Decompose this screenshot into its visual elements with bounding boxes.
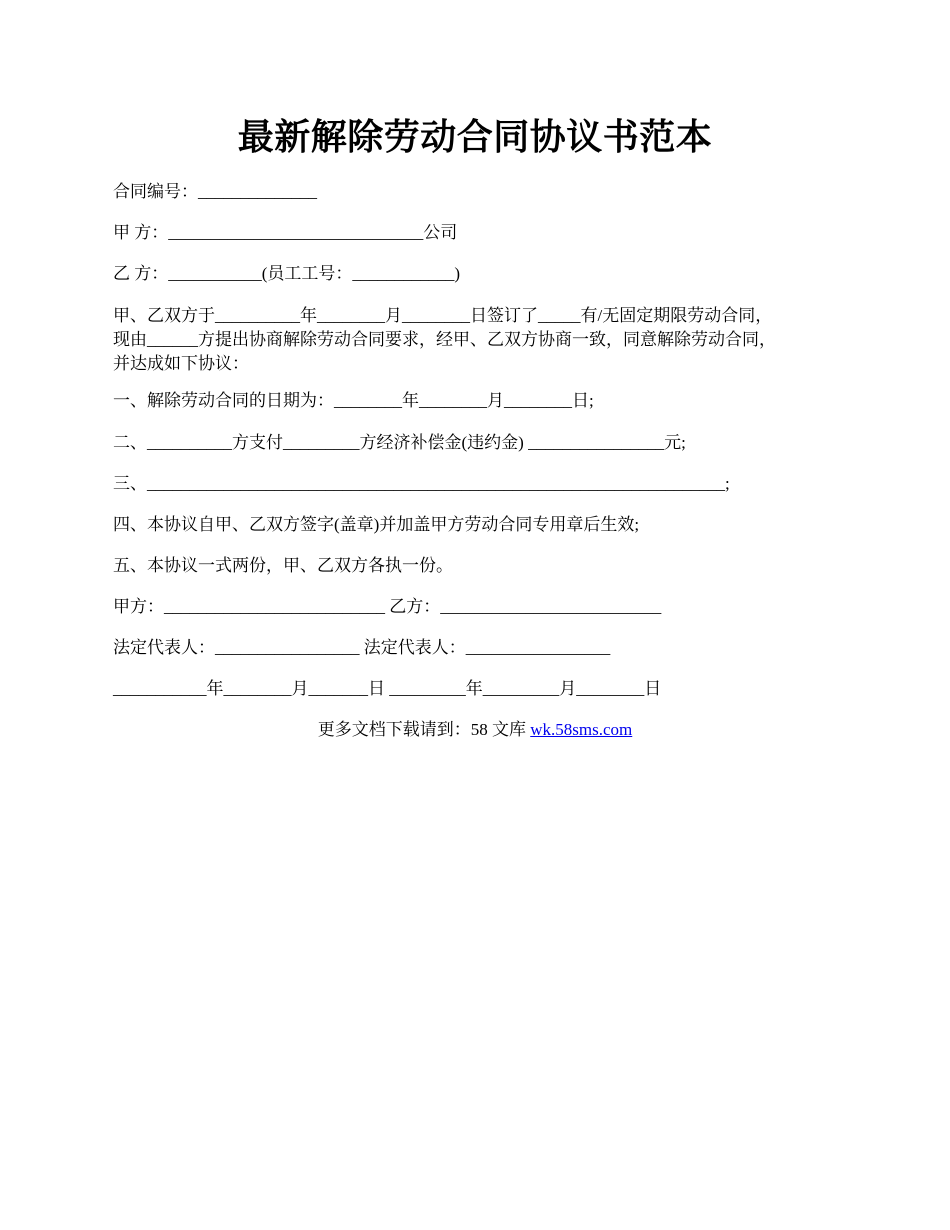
- clause-4: 四、本协议自甲、乙双方签字(盖章)并加盖甲方劳动合同专用章后生效;: [113, 515, 640, 534]
- signature-party-line: 甲方：__________________________ 乙方：__________________________: [113, 597, 662, 616]
- legal-representative-line: 法定代表人：_________________ 法定代表人：_________________: [113, 638, 611, 657]
- footer: [0, 718, 950, 742]
- party-a-line: 甲 方：______________________________公司: [113, 223, 458, 242]
- document-title: 最新解除劳动合同协议书范本: [237, 117, 713, 157]
- footer-link[interactable]: wk.58sms.com: [530, 720, 633, 739]
- contract-number-line: 合同编号：______________: [113, 182, 317, 201]
- party-b-line: 乙 方：___________(员工工号：____________): [113, 264, 461, 283]
- footer-text: 更多文档下载请到：58 文库: [317, 720, 531, 739]
- clause-1: 一、解除劳动合同的日期为：________年________月________日;: [113, 391, 594, 410]
- clause-5: 五、本协议一式两份，甲、乙双方各执一份。: [113, 556, 453, 575]
- clause-3: 三、____________________________________________________________________;: [113, 474, 730, 493]
- signature-date-line: ___________年________月_______日 _________年_________月________日: [113, 679, 662, 698]
- preamble-paragraph: 甲、乙双方于__________年________月________日签订了_____有/无固定期限劳动合同， 现由______方提出协商解除劳动合同要求，经甲、乙双方协商一致，同意解除劳动合同， 并达成如下协议：: [113, 306, 776, 373]
- clause-2: 二、__________方支付_________方经济补偿金(违约金) ________________元;: [113, 433, 686, 452]
